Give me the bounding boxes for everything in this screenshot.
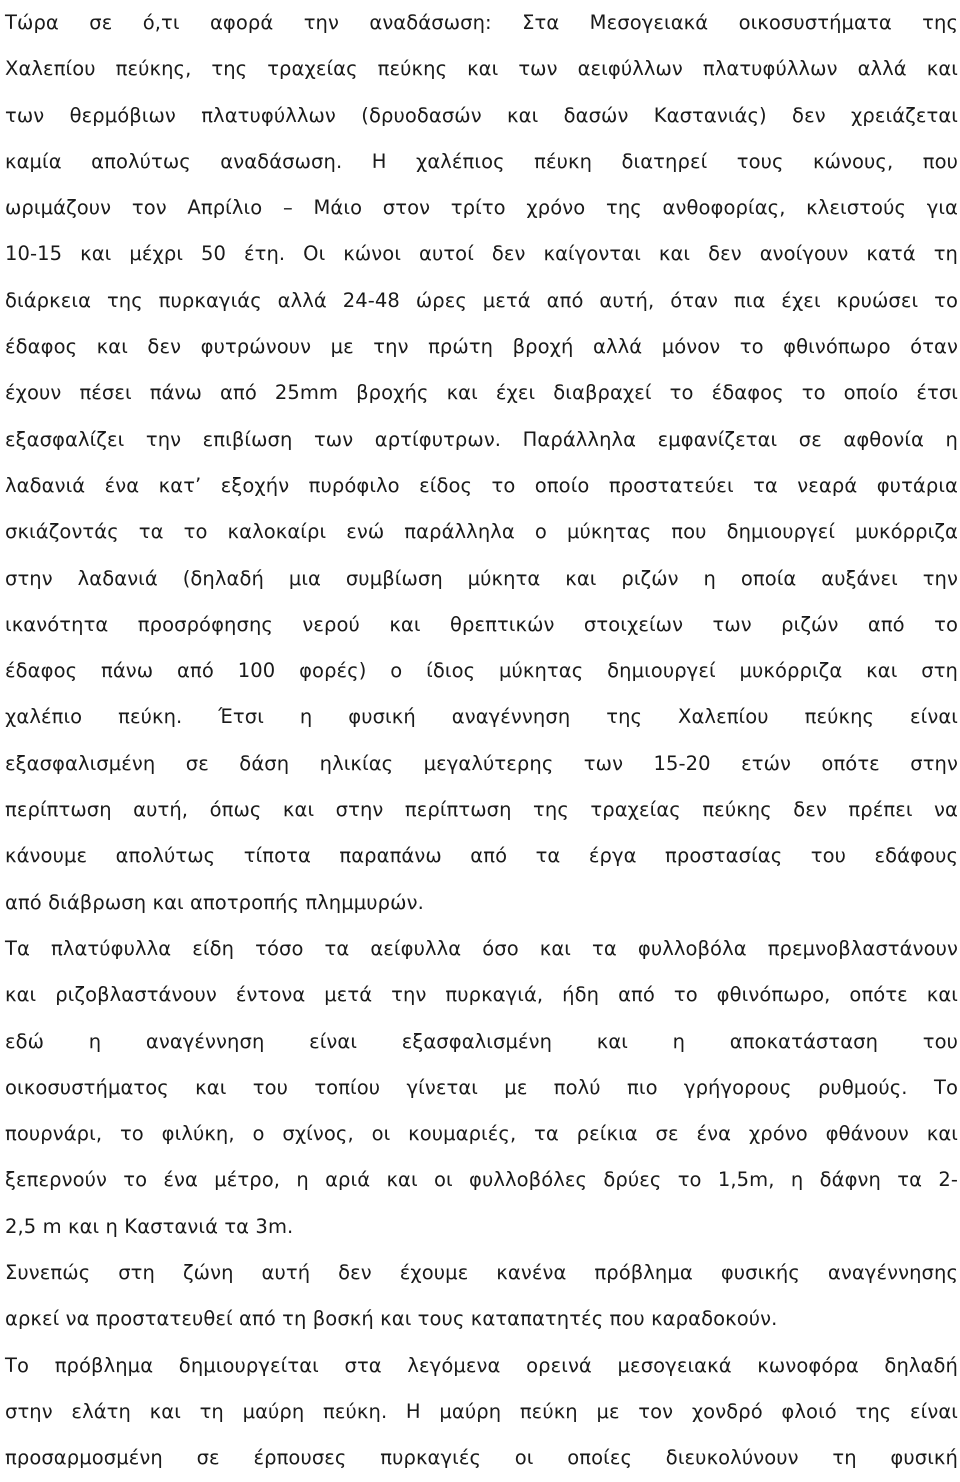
text-line: πουρνάρι, το φιλύκη, ο σχίνος, οι κουμαριές, τα ρείκια σε ένα χρόνο φθάνουν και xyxy=(5,1122,958,1146)
text-line: καμία απολύτως αναδάσωση. Η χαλέπιος πέυκη διατηρεί τους κώνους, που xyxy=(5,149,958,173)
text-line: περίπτωση αυτή, όπως και στην περίπτωση της τραχείας πεύκης δεν πρέπει να xyxy=(5,798,958,822)
text-line: λαδανιά ένα κατ’ εξοχήν πυρόφιλο είδος το οποίο προστατεύει τα νεαρά φυτάρια xyxy=(5,473,958,497)
text-line: ικανότητα προσρόφησης νερού και θρεπτικών στοιχείων των ριζών από το xyxy=(5,612,958,636)
text-line: οικοσυστήματος και του τοπίου γίνεται με πολύ πιο γρήγορους ρυθμούς. Το xyxy=(5,1075,958,1099)
text-line: έδαφος πάνω από 100 φορές) ο ίδιος μύκητας δημιουργεί μυκόρριζα και στη xyxy=(5,659,958,683)
text-line: έδαφος και δεν φυτρώνουν με την πρώτη βροχή αλλά μόνον το φθινόπωρο όταν xyxy=(5,335,958,359)
text-line: ξεπερνούν το ένα μέτρο, η αριά και οι φυλλοβόλες δρύες το 1,5m, η δάφνη τα 2- xyxy=(5,1168,958,1192)
text-line: Τα πλατύφυλλα είδη τόσο τα αείφυλλα όσο και τα φυλλοβόλα πρεμνοβλαστάνουν xyxy=(5,936,958,960)
text-line: Τώρα σε ό,τι αφορά την αναδάσωση: Στα Μεσογειακά οικοσυστήματα της xyxy=(5,11,958,34)
text-line: 2,5 m και η Καστανιά τα 3m. xyxy=(5,1214,294,1238)
text-line: χαλέπιο πεύκη. Έτσι η φυσική αναγέννηση της Χαλεπίου πεύκης είναι xyxy=(5,705,958,729)
text-line: ωριμάζουν τον Απρίλιο – Μάιο στον τρίτο χρόνο της ανθοφορίας, κλειστούς για xyxy=(5,196,958,220)
text-line: των θερμόβιων πλατυφύλλων (δρυοδασών και δασών Καστανιάς) δεν χρειάζεται xyxy=(5,103,958,127)
body-text xyxy=(5,0,958,1482)
text-line: Χαλεπίου πεύκης, της τραχείας πεύκης και των αειφύλλων πλατυφύλλων αλλά και xyxy=(5,57,958,81)
text-line: εξασφαλισμένη σε δάση ηλικίας μεγαλύτερης των 15-20 ετών οπότε στην xyxy=(5,751,958,775)
text-line: εδώ η αναγέννηση είναι εξασφαλισμένη και η αποκατάσταση του xyxy=(5,1029,958,1053)
text-line: Το πρόβλημα δημιουργείται στα λεγόμενα ορεινά μεσογειακά κωνοφόρα δηλαδή xyxy=(5,1353,958,1377)
text-line: στην λαδανιά (δηλαδή μια συμβίωση μύκητα και ριζών η οποία αυξάνει την xyxy=(5,566,958,590)
text-line: σκιάζοντάς τα το καλοκαίρι ενώ παράλληλα ο μύκητας που δημιουργεί μυκόρριζα xyxy=(5,520,958,544)
text-line: προσαρμοσμένη σε έρπουσες πυρκαγιές οι οποίες διευκολύνουν τη φυσική xyxy=(5,1446,958,1470)
text-line: και ριζοβλαστάνουν έντονα μετά την πυρκαγιά, ήδη από το φθινόπωρο, οπότε και xyxy=(5,983,958,1007)
text-line: από διάβρωση και αποτροπής πλημμυρών. xyxy=(5,890,424,914)
text-line: κάνουμε απολύτως τίποτα παραπάνω από τα έργα προστασίας του εδάφους xyxy=(5,844,958,868)
text-line: διάρκεια της πυρκαγιάς αλλά 24-48 ώρες μετά από αυτή, όταν πια έχει κρυώσει το xyxy=(5,288,958,312)
text-line: στην ελάτη και τη μαύρη πεύκη. Η μαύρη πεύκη με τον χονδρό φλοιό της είναι xyxy=(5,1399,958,1423)
text-line: έχουν πέσει πάνω από 25mm βροχής και έχει διαβραχεί το έδαφος το οποίο έτσι xyxy=(5,381,958,405)
text-line: εξασφαλίζει την επιβίωση των αρτίφυτρων. Παράλληλα εμφανίζεται σε αφθονία η xyxy=(5,427,958,451)
text-line: Συνεπώς στη ζώνη αυτή δεν έχουμε κανένα πρόβλημα φυσικής αναγέννησης xyxy=(5,1261,958,1285)
text-line: αρκεί να προστατευθεί από τη βοσκή και τους καταπατητές που καραδοκούν. xyxy=(5,1307,778,1331)
text-line: 10-15 και μέχρι 50 έτη. Οι κώνοι αυτοί δεν καίγονται και δεν ανοίγουν κατά τη xyxy=(5,242,958,266)
